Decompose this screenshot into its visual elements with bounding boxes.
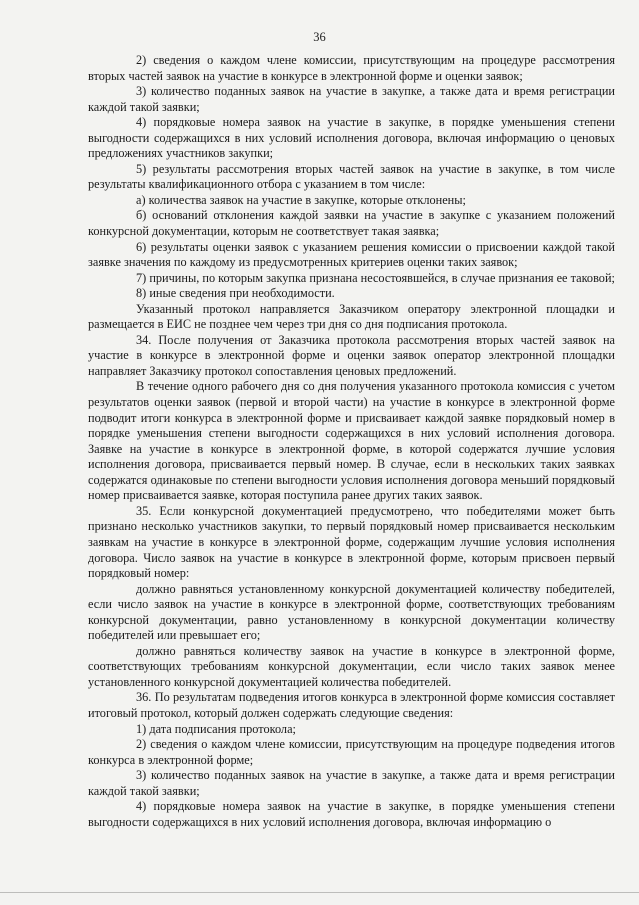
paragraph: 7) причины, по которым закупка признана несостоявшейся, в случае признания ее таковой; [136, 270, 615, 285]
paragraph: 8) иные сведения при необходимости. [136, 286, 335, 301]
paragraph: 36. По результатам подведения итогов конкурса в электронной форме комиссия составляет итоговый протокол, который должен содержать следующие сведения: [88, 690, 615, 720]
paragraph: 34. После получения от Заказчика протокола рассмотрения вторых частей заявок на участие в конкурсе в электронной форме и оценки заявок оператор электронной площадки направляет Заказчику протокол сопоставления ценовых предложений. [88, 332, 615, 378]
paragraph: должно равняться установленному конкурсной документацией количеству победителей, если число заявок на участие в конкурсе в электронной форме, соответствующих требованиям конкурсной документации, равно установленному в конкурсной документации количеству победителей или превышает его; [88, 581, 615, 643]
paragraph: 5) результаты рассмотрения вторых частей заявок на участие в закупке, в том числе результаты квалификационного отбора с указанием в том числе: [88, 161, 615, 192]
paragraph: должно равняться количеству заявок на участие в конкурсе в электронной форме, соответствующих требованиям конкурсной документации, если число таких заявок менее установленного конкурсной документацией количества победителей. [88, 643, 615, 689]
paragraph: 6) результаты оценки заявок с указанием решения комиссии о присвоении каждой такой заявке значения по каждому из предусмотренных критериев оценки таких заявок; [88, 239, 615, 270]
paragraph: б) оснований отклонения каждой заявки на участие в закупке с указанием положений конкурсной документации, которым не соответствует такая заявка; [88, 208, 615, 239]
paragraph: 4) порядковые номера заявок на участие в закупке, в порядке уменьшения степени выгодности содержащихся в них условий исполнения договора, включая информацию о [88, 799, 615, 829]
paragraph: 1) дата подписания протокола; [136, 721, 296, 736]
paragraph: а) количества заявок на участие в закупке, которые отклонены; [136, 192, 466, 207]
paragraph: 2) сведения о каждом члене комиссии, присутствующим на процедуре рассмотрения вторых частей заявок на участие в конкурсе в электронной форме и оценки заявок; [88, 53, 615, 83]
paragraph: Указанный протокол направляется Заказчиком оператору электронной площадки и размещается в ЕИС не позднее чем через три дня со дня подписания протокола. [88, 301, 615, 332]
paragraph: 35. Если конкурсной документацией предусмотрено, что победителями может быть признано несколько участников закупки, то первый порядковый номер присваивается нескольким заявкам на участие в конкурсе в электронной форме, содержащим лучшие условия исполнения договора. Число заявок на участие в конкурсе в электронной форме, которым присвоен первый порядковый номер: [88, 503, 615, 581]
document-body [88, 53, 615, 830]
page-number: 36 [313, 30, 326, 44]
paragraph: В течение одного рабочего дня со дня получения указанного протокола комиссия с учетом результатов оценки заявок (первой и второй части) на участие в конкурсе в электронной форме подводит итоги конкурса в электронной форме и присваивает каждой заявке порядковый номер в порядке уменьшения степени выгодности содержащихся в них условий исполнения договора. Заявке на участие в конкурсе в электронной форме, в которой содержатся лучшие условия исполнения договора, присваивается первый номер. В случае, если в нескольких таких заявках содержатся одинаковые по степени выгодности условия исполнения договора меньший порядковый номер присваивается заявке, которая поступила ранее других таких заявок. [88, 379, 615, 503]
paragraph: 4) порядковые номера заявок на участие в закупке, в порядке уменьшения степени выгодности содержащихся в них условий исполнения договора, включая информацию о ценовых предложениях участников закупки; [88, 115, 615, 161]
paragraph: 3) количество поданных заявок на участие в закупке, а также дата и время регистрации каждой такой заявки; [88, 768, 615, 798]
paragraph: 3) количество поданных заявок на участие в закупке, а также дата и время регистрации каждой такой заявки; [88, 84, 615, 114]
paragraph: 2) сведения о каждом члене комиссии, присутствующим на процедуре подведения итогов конкурса в электронной форме; [88, 737, 615, 767]
page-bottom-edge [0, 892, 639, 893]
